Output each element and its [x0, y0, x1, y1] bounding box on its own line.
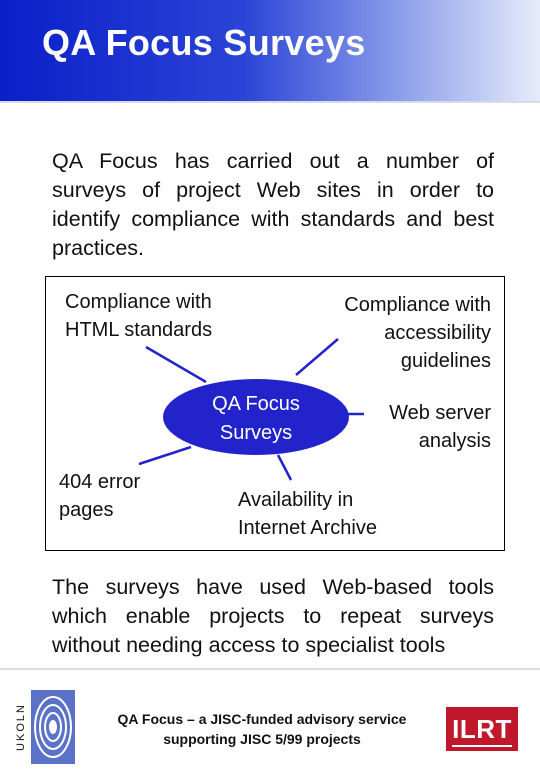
connector-errors: [139, 447, 191, 464]
label-html-standards: Compliance with HTML standards: [65, 291, 213, 341]
label-404-errors: 404 error pages: [59, 471, 141, 521]
label-web-server: Web server analysis: [389, 402, 491, 452]
label-accessibility: Compliance with accessibility guidelines: [344, 294, 491, 372]
footer-caption: QA Focus – a JISC-funded advisory service supporting JISC 5/99 projects: [117, 711, 407, 747]
header-divider: [0, 101, 540, 103]
center-label-line1: QA Focus: [212, 393, 300, 415]
connector-html: [146, 347, 206, 382]
title-banner: [0, 0, 540, 101]
ukoln-logo: [14, 686, 78, 773]
page-title: QA Focus Surveys: [42, 22, 366, 63]
footer-divider: [0, 668, 540, 670]
label-internet-archive: Availability in Internet Archive: [238, 489, 377, 539]
ukoln-logo-text: UKOLN: [15, 703, 27, 751]
connector-archive: [278, 455, 291, 480]
outro-paragraph: The surveys have used Web-based tools which enable projects to repeat surveys without needing access to specialist tools: [52, 575, 494, 657]
center-label-line2: Surveys: [219, 422, 293, 444]
ilrt-logo-underline: [452, 745, 512, 747]
ukoln-mark-icon: [14, 686, 78, 768]
surveys-diagram: [45, 276, 505, 551]
connector-accessibility: [296, 339, 338, 375]
intro-paragraph: QA Focus has carried out a number of surveys of project Web sites in order to identify compliance with standards and best practices.: [52, 149, 494, 260]
ilrt-logo-text: ILRT: [452, 713, 512, 744]
